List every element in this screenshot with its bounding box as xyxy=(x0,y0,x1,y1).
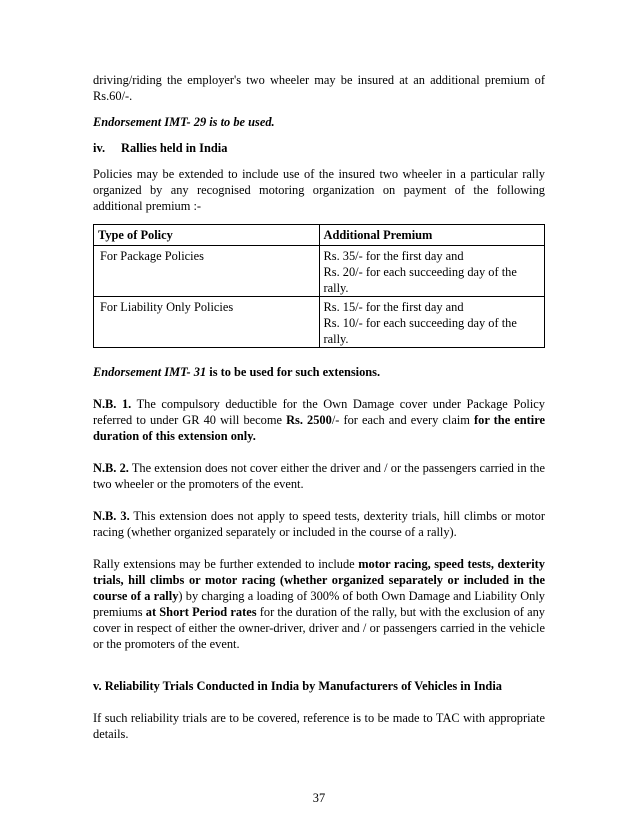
nb1-label: N.B. 1. xyxy=(93,397,132,411)
premium-line: Rs. 15/- for the first day and xyxy=(323,300,464,314)
nb3-paragraph xyxy=(93,508,545,540)
section-iv-title: Rallies held in India xyxy=(121,141,228,155)
table-header-row xyxy=(94,225,545,246)
section-iv-number: iv. xyxy=(93,141,106,155)
endorsement-31-label: Endorsement IMT- 31 xyxy=(93,365,207,379)
nb2-text: The extension does not cover either the driver and / or the passengers carried in the two wheeler or the promoters of the event. xyxy=(93,461,545,491)
nb3-text: This extension does not apply to speed tests, dexterity trials, hill climbs or motor racing (whether organized separately or included in the course of a rally). xyxy=(93,509,545,539)
premium-line: Rs. 35/- for the first day and xyxy=(323,249,464,263)
nb2-paragraph xyxy=(93,460,545,492)
section-v-body: If such reliability trials are to be covered, reference is to be made to TAC with appropriate details. xyxy=(93,711,545,741)
endorsement-31-text: is to be used for such extensions. xyxy=(206,365,381,379)
nb1-emphasis: for the entire duration of this extension only. xyxy=(93,413,546,443)
premium-cell xyxy=(319,246,545,297)
premium-line: Rs. 20/- for each succeeding day of the rally. xyxy=(323,265,517,295)
header-additional-premium: Additional Premium xyxy=(319,225,545,246)
nb1-text-2: /- for each and every claim xyxy=(331,413,474,427)
section-iv-heading xyxy=(93,140,545,156)
nb1-paragraph xyxy=(93,396,545,444)
rally-extension-paragraph xyxy=(93,556,545,652)
rally-text-3: for the duration of the rally, but with the exclusion of any cover in respect of either the owner-driver, driver and / or passengers carried in the vehicle or the promoters of the event. xyxy=(93,605,545,651)
intro-paragraph: driving/riding the employer's two wheeler may be insured at an additional premium of Rs.60/-. xyxy=(93,73,545,103)
premium-cell xyxy=(319,297,545,348)
rally-bold-1: motor racing, speed tests, dexterity trials, hill climbs or motor racing (whether organized separately or included in the course of a rally xyxy=(93,557,545,603)
endorsement-31-note xyxy=(93,364,545,380)
nb2-label: N.B. 2. xyxy=(93,461,129,475)
page-number: 37 xyxy=(312,791,326,805)
section-v-heading: v. Reliability Trials Conducted in India by Manufacturers of Vehicles in India xyxy=(93,679,502,693)
rally-bold-2: at Short Period rates xyxy=(145,605,257,619)
endorsement-29-note: Endorsement IMT- 29 is to be used. xyxy=(93,115,275,129)
premium-table xyxy=(93,224,545,348)
nb1-amount: Rs. 2500 xyxy=(286,413,332,427)
rally-text-2: ) by charging a loading of 300% of both Own Damage and Liability Only premiums xyxy=(93,589,545,619)
premium-line: Rs. 10/- for each succeeding day of the rally. xyxy=(323,316,517,346)
header-type-of-policy: Type of Policy xyxy=(94,225,320,246)
section-iv-body: Policies may be extended to include use of the insured two wheeler in a particular rally organized by any recognised motoring organization on payment of the following additional premium :- xyxy=(93,167,545,213)
policy-type-cell: For Liability Only Policies xyxy=(94,297,320,348)
table-row xyxy=(94,246,545,297)
nb1-text: The compulsory deductible for the Own Damage cover under Package Policy referred to under GR 40 will become xyxy=(93,397,545,427)
table-row xyxy=(94,297,545,348)
policy-type-cell: For Package Policies xyxy=(94,246,320,297)
rally-text-1: Rally extensions may be further extended to include xyxy=(93,557,359,571)
nb3-label: N.B. 3. xyxy=(93,509,130,523)
document-page xyxy=(93,72,545,752)
